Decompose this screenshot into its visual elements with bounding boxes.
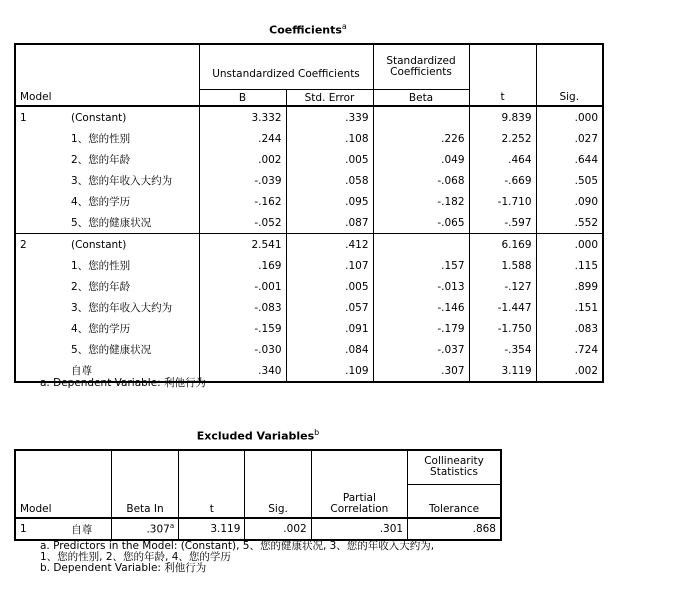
excluded-footnote-a1: a. Predictors in the Model: (Constant), 5、您的健康状况, 3、您的年收入大约为,	[40, 540, 435, 552]
std-error-value: .005	[286, 149, 373, 170]
b-value: -.030	[199, 339, 286, 360]
sig-value: .552	[536, 212, 603, 234]
sig-value: .002	[536, 360, 603, 382]
model-cell	[15, 128, 65, 149]
b-value: .340	[199, 360, 286, 382]
model-cell	[15, 170, 65, 191]
header-unstandardized: Unstandardized Coefficients	[199, 44, 373, 90]
excl-header-partial: Partial Correlation	[311, 450, 407, 518]
excluded-table	[14, 449, 502, 541]
b-value: -.039	[199, 170, 286, 191]
std-error-value: .095	[286, 191, 373, 212]
variable-label: 4、您的学历	[71, 323, 131, 335]
coefficients-title-text: Coefficients	[269, 23, 342, 37]
model-cell	[15, 318, 65, 339]
t-value: 1.588	[469, 255, 536, 276]
b-value: -.162	[199, 191, 286, 212]
model-cell	[15, 191, 65, 212]
std-error-value: .057	[286, 297, 373, 318]
std-error-value: .058	[286, 170, 373, 191]
coefficients-table	[14, 43, 604, 383]
table-row	[15, 339, 603, 360]
excluded-footnote	[40, 541, 434, 574]
model-cell	[15, 276, 65, 297]
t-value: 9.839	[469, 106, 536, 128]
beta-value: .307	[373, 360, 469, 382]
beta-value: .049	[373, 149, 469, 170]
excluded-title-text: Excluded Variables	[196, 429, 315, 443]
header-b: B	[199, 90, 286, 107]
t-value: 2.252	[469, 128, 536, 149]
std-error-value: .084	[286, 339, 373, 360]
coefficients-body	[15, 106, 603, 382]
t-value: 3.119	[469, 360, 536, 382]
table-row	[15, 170, 603, 191]
beta-value: .226	[373, 128, 469, 149]
coefficients-title	[14, 22, 602, 37]
std-error-value: .339	[286, 106, 373, 128]
excl-tolerance: .868	[408, 518, 501, 540]
variable-label: 1、您的性别	[71, 133, 131, 145]
std-error-value: .412	[286, 234, 373, 256]
b-value: -.001	[199, 276, 286, 297]
beta-value: -.068	[373, 170, 469, 191]
beta-value	[373, 234, 469, 256]
std-error-value: .005	[286, 276, 373, 297]
beta-value: -.013	[373, 276, 469, 297]
variable-label: (Constant)	[71, 111, 127, 124]
variable-label: (Constant)	[71, 238, 127, 251]
sig-value: .000	[536, 234, 603, 256]
b-value: -.052	[199, 212, 286, 234]
variable-label: 2、您的年龄	[71, 154, 131, 166]
excl-beta-in-cell	[111, 518, 178, 540]
sig-value: .083	[536, 318, 603, 339]
model-cell: 2	[20, 238, 27, 251]
coefficients-footnote: a. Dependent Variable: 利他行为	[40, 377, 207, 389]
sig-value: .090	[536, 191, 603, 212]
sig-value: .505	[536, 170, 603, 191]
table-row	[15, 191, 603, 212]
t-value: -1.710	[469, 191, 536, 212]
excl-partial: .301	[311, 518, 407, 540]
variable-label: 5、您的健康状况	[71, 344, 152, 356]
variable-label: 1、您的性别	[71, 260, 131, 272]
excl-header-t: t	[179, 450, 245, 518]
t-value: -.354	[469, 339, 536, 360]
model-cell	[15, 297, 65, 318]
variable-label: 4、您的学历	[71, 196, 131, 208]
b-value: -.159	[199, 318, 286, 339]
model-cell	[15, 255, 65, 276]
sig-value: .899	[536, 276, 603, 297]
sig-value: .644	[536, 149, 603, 170]
excl-header-model: Model	[15, 450, 111, 518]
variable-label: 3、您的年收入大约为	[71, 175, 173, 187]
header-beta: Beta	[373, 90, 469, 107]
table-row	[15, 318, 603, 339]
table-row	[15, 212, 603, 234]
table-row	[15, 297, 603, 318]
model-cell	[15, 212, 65, 234]
excl-beta-in: .307	[146, 523, 170, 536]
excl-header-sig: Sig.	[245, 450, 311, 518]
beta-value: -.179	[373, 318, 469, 339]
excluded-footnote-a2: 1、您的性别, 2、您的年龄, 4、您的学历	[40, 551, 231, 563]
excl-beta-in-sup: a	[169, 522, 175, 531]
excl-model: 1	[20, 523, 27, 535]
table-row	[15, 276, 603, 297]
b-value: .244	[199, 128, 286, 149]
sig-value: .115	[536, 255, 603, 276]
std-error-value: .087	[286, 212, 373, 234]
t-value: -.669	[469, 170, 536, 191]
b-value: 3.332	[199, 106, 286, 128]
table-row	[15, 128, 603, 149]
beta-value: -.065	[373, 212, 469, 234]
sig-value: .027	[536, 128, 603, 149]
sig-value: .151	[536, 297, 603, 318]
model-cell	[15, 149, 65, 170]
excluded-title-sup: b	[314, 428, 320, 437]
std-error-value: .091	[286, 318, 373, 339]
t-value: .464	[469, 149, 536, 170]
variable-label: 5、您的健康状况	[65, 212, 199, 234]
std-error-value: .108	[286, 128, 373, 149]
b-value: .169	[199, 255, 286, 276]
t-value: -.127	[469, 276, 536, 297]
std-error-value: .109	[286, 360, 373, 382]
sig-value: .724	[536, 339, 603, 360]
t-value: 6.169	[469, 234, 536, 256]
header-standardized: Standardized Coefficients	[373, 44, 469, 90]
excl-header-collinearity: Collinearity Statistics	[408, 450, 501, 484]
variable-label: 自尊	[71, 365, 92, 377]
sig-value: .000	[536, 106, 603, 128]
excl-sig: .002	[245, 518, 311, 540]
beta-value: -.146	[373, 297, 469, 318]
std-error-value: .107	[286, 255, 373, 276]
header-sig: Sig.	[536, 44, 603, 106]
excl-header-tolerance: Tolerance	[408, 484, 501, 518]
b-value: .002	[199, 149, 286, 170]
t-value: -1.750	[469, 318, 536, 339]
header-model: Model	[15, 44, 199, 106]
table-row	[15, 255, 603, 276]
beta-value	[373, 106, 469, 128]
table-row	[15, 149, 603, 170]
excl-header-beta-in: Beta In	[111, 450, 178, 518]
b-value: -.083	[199, 297, 286, 318]
b-value: 2.541	[199, 234, 286, 256]
variable-label: 2、您的年龄	[71, 281, 131, 293]
excluded-footnote-b: b. Dependent Variable: 利他行为	[40, 562, 207, 574]
t-value: -1.447	[469, 297, 536, 318]
model-cell: 1	[20, 111, 27, 124]
table-row	[15, 518, 501, 540]
header-t: t	[469, 44, 536, 106]
beta-value: -.182	[373, 191, 469, 212]
header-std-error: Std. Error	[286, 90, 373, 107]
excl-label: 自尊	[71, 523, 93, 536]
variable-label: 3、您的年收入大约为	[71, 302, 173, 314]
excl-t: 3.119	[179, 518, 245, 540]
t-value: -.597	[469, 212, 536, 234]
table-row	[15, 234, 603, 256]
excluded-title	[14, 428, 502, 443]
coefficients-title-sup: a	[341, 22, 347, 31]
beta-value: -.037	[373, 339, 469, 360]
beta-value: .157	[373, 255, 469, 276]
table-row	[15, 106, 603, 128]
model-cell	[15, 339, 65, 360]
